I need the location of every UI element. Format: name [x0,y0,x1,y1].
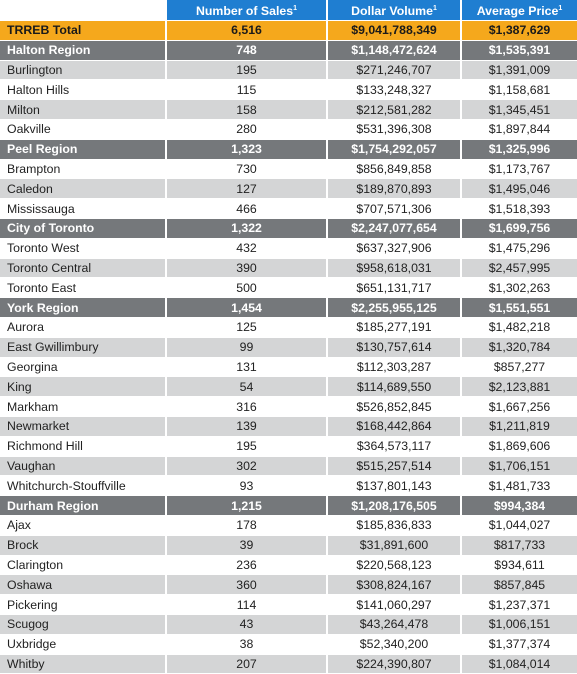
table-row [0,635,577,655]
area-name-cell: Burlington [0,61,167,81]
number-of-sales-cell: 748 [167,41,328,61]
number-of-sales-cell: 466 [167,199,328,219]
table-row [0,595,577,615]
number-of-sales-cell: 730 [167,160,328,180]
dollar-volume-cell: $43,264,478 [328,615,462,635]
table-row [0,61,577,81]
number-of-sales-cell: 432 [167,239,328,259]
average-price-cell: $1,387,629 [462,21,577,41]
dollar-volume-cell: $189,870,893 [328,179,462,199]
average-price-cell: $1,897,844 [462,120,577,140]
dollar-volume-cell: $112,303,287 [328,358,462,378]
dollar-volume-cell: $1,208,176,505 [328,496,462,516]
header-number-of-sales [167,0,328,21]
average-price-cell: $1,325,996 [462,140,577,160]
average-price-cell: $1,006,151 [462,615,577,635]
table-header-row [0,0,577,21]
number-of-sales-cell: 390 [167,259,328,279]
average-price-cell: $1,237,371 [462,595,577,615]
average-price-cell: $2,457,995 [462,259,577,279]
area-name-cell: Richmond Hill [0,437,167,457]
area-name-cell: Aurora [0,318,167,338]
total-row [0,21,577,41]
number-of-sales-cell: 99 [167,338,328,358]
number-of-sales-cell: 500 [167,278,328,298]
table-row [0,516,577,536]
area-name-cell: Markham [0,397,167,417]
dollar-volume-cell: $168,442,864 [328,417,462,437]
header-blank-cell [0,0,167,21]
dollar-volume-cell: $133,248,327 [328,80,462,100]
average-price-cell: $1,084,014 [462,655,577,674]
footnote-mark: 1 [293,5,297,12]
dollar-volume-cell: $114,689,550 [328,377,462,397]
average-price-cell: $857,845 [462,575,577,595]
table-row [0,318,577,338]
dollar-volume-cell: $137,801,143 [328,476,462,496]
footnote-mark: 1 [433,5,437,12]
number-of-sales-cell: 127 [167,179,328,199]
table-row [0,120,577,140]
number-of-sales-cell: 236 [167,556,328,576]
dollar-volume-cell: $2,255,955,125 [328,298,462,318]
number-of-sales-cell: 302 [167,457,328,477]
region-row [0,140,577,160]
table-row [0,417,577,437]
average-price-cell: $1,173,767 [462,160,577,180]
table-row [0,278,577,298]
region-row [0,496,577,516]
average-price-cell: $1,481,733 [462,476,577,496]
number-of-sales-cell: 158 [167,100,328,120]
table-row [0,338,577,358]
dollar-volume-cell: $130,757,614 [328,338,462,358]
average-price-cell: $994,384 [462,496,577,516]
dollar-volume-cell: $185,836,833 [328,516,462,536]
area-name-cell: Oshawa [0,575,167,595]
dollar-volume-cell: $212,581,282 [328,100,462,120]
header-sales-label: Number of Sales [196,4,293,18]
area-name-cell: Peel Region [0,140,167,160]
dollar-volume-cell: $637,327,906 [328,239,462,259]
number-of-sales-cell: 131 [167,358,328,378]
number-of-sales-cell: 207 [167,655,328,674]
area-name-cell: Vaughan [0,457,167,477]
table-row [0,259,577,279]
area-name-cell: Whitchurch-Stouffville [0,476,167,496]
dollar-volume-cell: $1,148,472,624 [328,41,462,61]
number-of-sales-cell: 38 [167,635,328,655]
area-name-cell: Oakville [0,120,167,140]
table-row [0,239,577,259]
average-price-cell: $1,345,451 [462,100,577,120]
region-row [0,298,577,318]
dollar-volume-cell: $856,849,858 [328,160,462,180]
number-of-sales-cell: 316 [167,397,328,417]
area-name-cell: Whitby [0,655,167,674]
area-name-cell: Toronto Central [0,259,167,279]
dollar-volume-cell: $515,257,514 [328,457,462,477]
number-of-sales-cell: 93 [167,476,328,496]
average-price-cell: $1,667,256 [462,397,577,417]
area-name-cell: Halton Hills [0,80,167,100]
dollar-volume-cell: $1,754,292,057 [328,140,462,160]
number-of-sales-cell: 178 [167,516,328,536]
area-name-cell: Newmarket [0,417,167,437]
area-name-cell: Georgina [0,358,167,378]
average-price-cell: $1,551,551 [462,298,577,318]
dollar-volume-cell: $220,568,123 [328,556,462,576]
number-of-sales-cell: 39 [167,536,328,556]
region-row [0,219,577,239]
number-of-sales-cell: 43 [167,615,328,635]
average-price-cell: $2,123,881 [462,377,577,397]
area-name-cell: King [0,377,167,397]
area-name-cell: Toronto East [0,278,167,298]
area-name-cell: Scugog [0,615,167,635]
area-name-cell: Ajax [0,516,167,536]
area-name-cell: Uxbridge [0,635,167,655]
table-row [0,199,577,219]
dollar-volume-cell: $531,396,308 [328,120,462,140]
average-price-cell: $857,277 [462,358,577,378]
table-row [0,457,577,477]
area-name-cell: York Region [0,298,167,318]
number-of-sales-cell: 360 [167,575,328,595]
dollar-volume-cell: $651,131,717 [328,278,462,298]
average-price-cell: $817,733 [462,536,577,556]
table-row [0,397,577,417]
table-row [0,160,577,180]
table-row [0,377,577,397]
table-row [0,358,577,378]
dollar-volume-cell: $958,618,031 [328,259,462,279]
table-row [0,80,577,100]
number-of-sales-cell: 125 [167,318,328,338]
table-row [0,476,577,496]
dollar-volume-cell: $31,891,600 [328,536,462,556]
average-price-cell: $1,044,027 [462,516,577,536]
dollar-volume-cell: $271,246,707 [328,61,462,81]
average-price-cell: $1,475,296 [462,239,577,259]
area-name-cell: Clarington [0,556,167,576]
table-row [0,615,577,635]
number-of-sales-cell: 139 [167,417,328,437]
header-dollar-volume [328,0,462,21]
table-row [0,556,577,576]
number-of-sales-cell: 195 [167,437,328,457]
average-price-cell: $934,611 [462,556,577,576]
average-price-cell: $1,869,606 [462,437,577,457]
number-of-sales-cell: 1,454 [167,298,328,318]
number-of-sales-cell: 195 [167,61,328,81]
average-price-cell: $1,302,263 [462,278,577,298]
area-name-cell: Toronto West [0,239,167,259]
area-name-cell: Durham Region [0,496,167,516]
dollar-volume-cell: $52,340,200 [328,635,462,655]
area-name-cell: Mississauga [0,199,167,219]
table-body [0,21,577,674]
area-name-cell: East Gwillimbury [0,338,167,358]
average-price-cell: $1,495,046 [462,179,577,199]
average-price-cell: $1,699,756 [462,219,577,239]
average-price-cell: $1,320,784 [462,338,577,358]
header-average-label: Average Price [477,4,559,18]
dollar-volume-cell: $707,571,306 [328,199,462,219]
average-price-cell: $1,158,681 [462,80,577,100]
dollar-volume-cell: $9,041,788,349 [328,21,462,41]
number-of-sales-cell: 6,516 [167,21,328,41]
average-price-cell: $1,211,819 [462,417,577,437]
number-of-sales-cell: 1,215 [167,496,328,516]
dollar-volume-cell: $2,247,077,654 [328,219,462,239]
table-row [0,655,577,674]
average-price-cell: $1,482,218 [462,318,577,338]
area-name-cell: Milton [0,100,167,120]
header-average-price [462,0,577,21]
area-name-cell: TRREB Total [0,21,167,41]
footnote-mark: 1 [558,5,562,12]
dollar-volume-cell: $185,277,191 [328,318,462,338]
area-name-cell: City of Toronto [0,219,167,239]
average-price-cell: $1,377,374 [462,635,577,655]
number-of-sales-cell: 114 [167,595,328,615]
dollar-volume-cell: $526,852,845 [328,397,462,417]
area-name-cell: Caledon [0,179,167,199]
table-row [0,100,577,120]
region-row [0,41,577,61]
average-price-cell: $1,706,151 [462,457,577,477]
number-of-sales-cell: 280 [167,120,328,140]
header-volume-label: Dollar Volume [351,4,433,18]
table-row [0,536,577,556]
average-price-cell: $1,518,393 [462,199,577,219]
average-price-cell: $1,391,009 [462,61,577,81]
area-name-cell: Halton Region [0,41,167,61]
dollar-volume-cell: $224,390,807 [328,655,462,674]
number-of-sales-cell: 54 [167,377,328,397]
area-name-cell: Brock [0,536,167,556]
number-of-sales-cell: 1,322 [167,219,328,239]
table-row [0,179,577,199]
dollar-volume-cell: $308,824,167 [328,575,462,595]
number-of-sales-cell: 1,323 [167,140,328,160]
number-of-sales-cell: 115 [167,80,328,100]
table-row [0,575,577,595]
average-price-cell: $1,535,391 [462,41,577,61]
area-name-cell: Brampton [0,160,167,180]
area-name-cell: Pickering [0,595,167,615]
dollar-volume-cell: $141,060,297 [328,595,462,615]
dollar-volume-cell: $364,573,117 [328,437,462,457]
table-row [0,437,577,457]
